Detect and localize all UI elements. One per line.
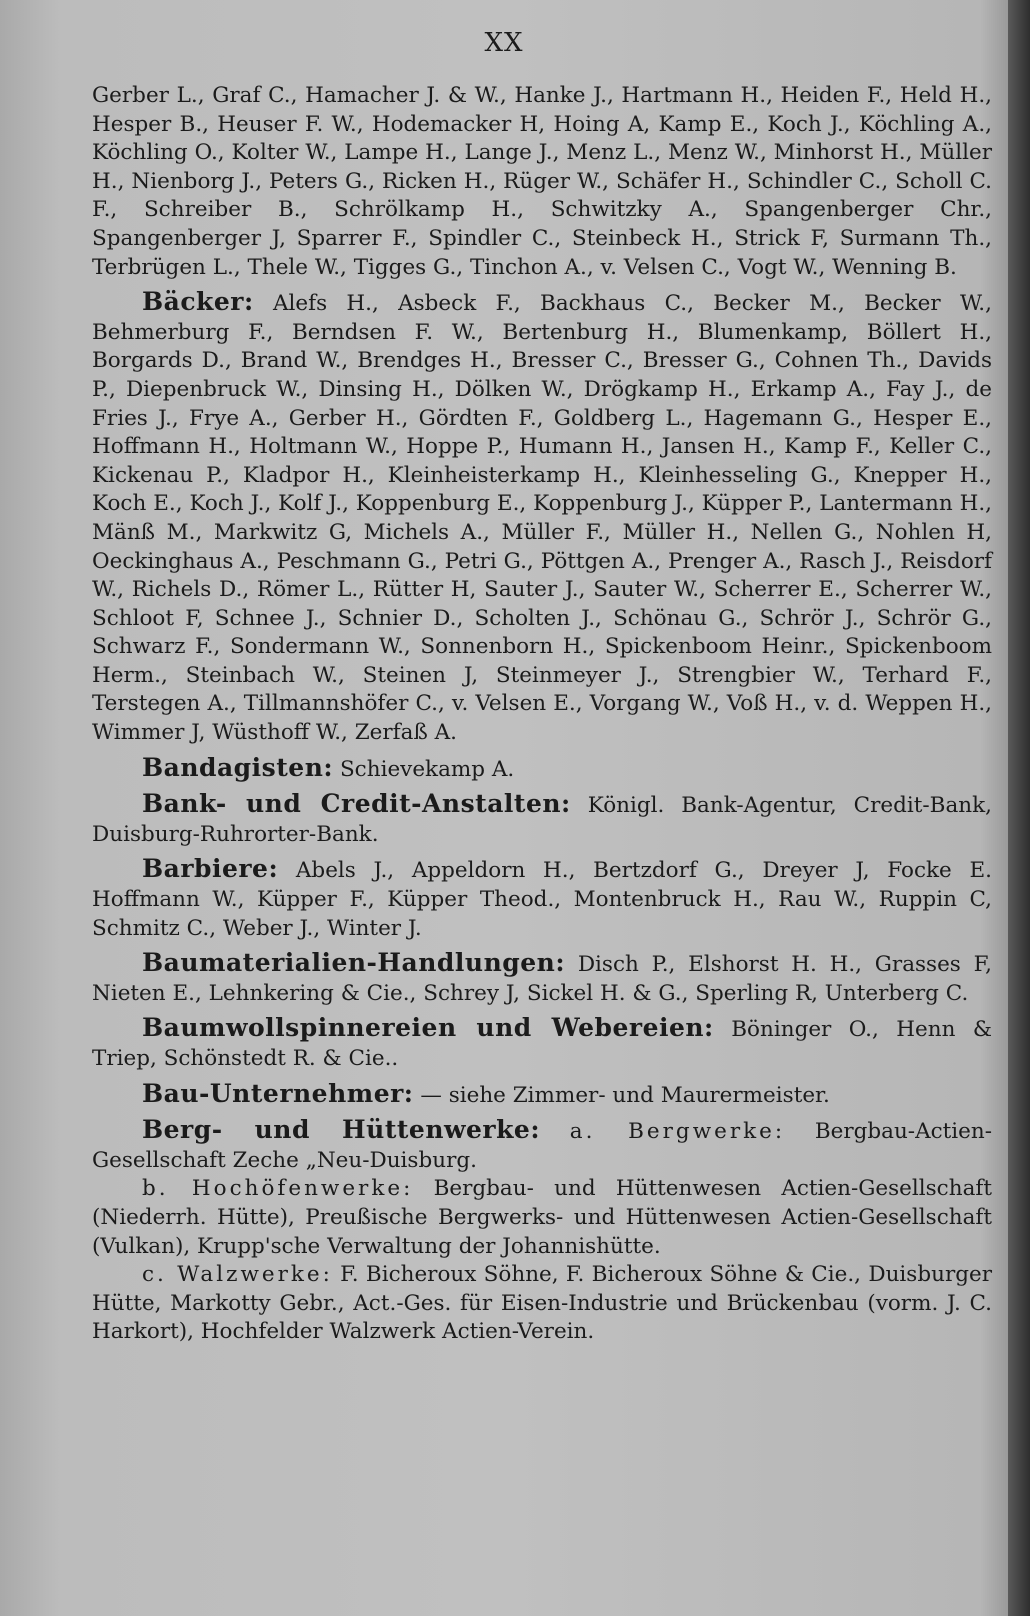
entry-body: Königl. Bank-Agentur, Credit-Bank, Duisburg-Ruhrorter-Bank. (92, 793, 992, 847)
entry-body: Böninger O., Henn & Triep, Schönstedt R. & Cie.. (92, 1017, 992, 1071)
entry-heading: Bau-Unternehmer: (142, 1078, 414, 1108)
page-edge-shadow (1008, 0, 1030, 1616)
entry-heading: Berg- und Hüttenwerke: (142, 1115, 541, 1145)
entry-heading: Bandagisten: (142, 752, 334, 782)
subsection-label: b. Hochöfenwerke: (142, 1176, 414, 1202)
entry-body: Abels J., Appeldorn H., Bertzdorf G., Dreyer J, Focke E. Hoffmann W., Küpper F., Küpper Theod., Montenbruck H., Rau W., Ruppin C, Schmitz C., Weber J., Winter J. (92, 858, 992, 941)
subsection-hochoefenwerke (92, 1175, 992, 1261)
entry-body: Gerber L., Graf C., Hamacher J. & W., Hanke J., Hartmann H., Heiden F., Held H., Hesper B., Heuser F. W., Hodemacker H, Hoing A, Kamp E., Koch J., Köchling A., Köchling O., Kolter W., Lampe H., Lange J., Menz L., Menz W., Minhorst H., Müller H., Nienborg J., Peters G., Ricken H., Rüger W., Schäfer H., Schindler C., Scholl C. F., Schreiber B., Schrölkamp H., Schwitzky A., Spangenberger Chr., Spangenberger J, Sparrer F., Spindler C., Steinbeck H., Strick F, Surmann Th., Terbrügen L., Thele W., Tigges G., Tinchon A., v. Velsen C., Vogt W., Wenning B. (92, 83, 992, 280)
entry-bank-credit (92, 790, 992, 849)
entry-heading: Baumaterialien-Handlungen: (142, 948, 566, 978)
entry-bandagisten (92, 754, 992, 785)
subsection-body: Bergbau-Actien-Gesellschaft Zeche „Neu-Duisburg. (92, 1119, 992, 1173)
entry-baumwollspinnereien (92, 1014, 992, 1073)
subsection-walzwerke (92, 1261, 992, 1347)
subsection-label: a. Bergwerke: (569, 1119, 786, 1145)
entry-body: Alefs H., Asbeck F., Backhaus C., Becker M., Becker W., Behmerburg F., Berndsen F. W., Bertenburg H., Blumenkamp, Böllert H., Borgards D., Brand W., Brendges H., Bresser C., Bresser G., Cohnen Th., Davids P., Diepenbruck W., Dinsing H., Dölken W., Drögkamp H., Erkamp A., Fay J., de Fries J., Frye A., Gerber H., Gördten F., Goldberg L., Hagemann G., Hesper E., Hoffmann H., Holtmann W., Hoppe P., Humann H., Jansen H., Kamp F., Keller C., Kickenau P., Kladpor H., Kleinheisterkamp H., Kleinhesseling G., Knepper H., Koch E., Koch J., Kolf J., Koppenburg E., Koppenburg J., Küpper P., Lantermann H., Mänß M., Markwitz G, Michels A., Müller F., Müller H., Nellen G., Nohlen H, Oeckinghaus A., Peschmann G., Petri G., Pöttgen A., Prenger A., Rasch J., Reisdorf W., Richels D., Römer L., Rütter H, Sauter J., Sauter W., Scherrer E., Scherrer W., Schloot F, Schnee J., Schnier D., Scholten J., Schönau G., Schrör J., Schrör G., Schwarz F., Sondermann W., Sonnenborn H., Spickenboom Heinr., Spickenboom Herm., Steinbach W., Steinen J, Steinmeyer J., Strengbier W., Terhard F., Terstegen A., Tillmannshöfer C., v. Velsen E., Vorgang W., Voß H., v. d. Weppen H., Wimmer J, Wüsthoff W., Zerfaß A. (92, 291, 992, 746)
entry-barbiere (92, 855, 992, 943)
entry-body: Disch P., Elshorst H. H., Grasses F, Nieten E., Lehnkering & Cie., Schrey J, Sickel H. & G., Sperling R, Unterberg C. (92, 952, 992, 1006)
subsection-label: c. Walzwerke: (142, 1262, 333, 1288)
entry-heading: Baumwollspinnereien und Webereien: (142, 1013, 714, 1043)
entry-heading: Bank- und Credit-Anstalten: (142, 789, 571, 819)
directory-content (92, 82, 992, 1347)
subsection-body: Bergbau- und Hüttenwesen Actien-Gesellschaft (Niederrh. Hütte), Preußische Bergwerks- und Hüttenwesen Actien-Gesellschaft (Vulkan), Krupp'sche Verwaltung der Johannishütte. (92, 1176, 992, 1259)
subsection-body: F. Bicheroux Söhne, F. Bicheroux Söhne & Cie., Duisburger Hütte, Markotty Gebr., Act.-Ges. für Eisen-Industrie und Brückenbau (vorm. J. C. Harkort), Hochfelder Walzwerk Actien-Verein. (92, 1262, 992, 1345)
entry-bau-unternehmer (92, 1080, 992, 1111)
entry-body: — siehe Zimmer- und Maurermeister. (420, 1082, 830, 1108)
entry-heading: Barbiere: (142, 854, 279, 884)
entry-heading: Bäcker: (142, 287, 254, 317)
entry-baecker (92, 288, 992, 748)
entry-body: Schievekamp A. (339, 756, 515, 782)
page-number: XX (484, 28, 524, 58)
entry-berg-huettenwerke (92, 1116, 992, 1175)
entry-baumaterialien (92, 949, 992, 1008)
entry-continuation (92, 82, 992, 282)
